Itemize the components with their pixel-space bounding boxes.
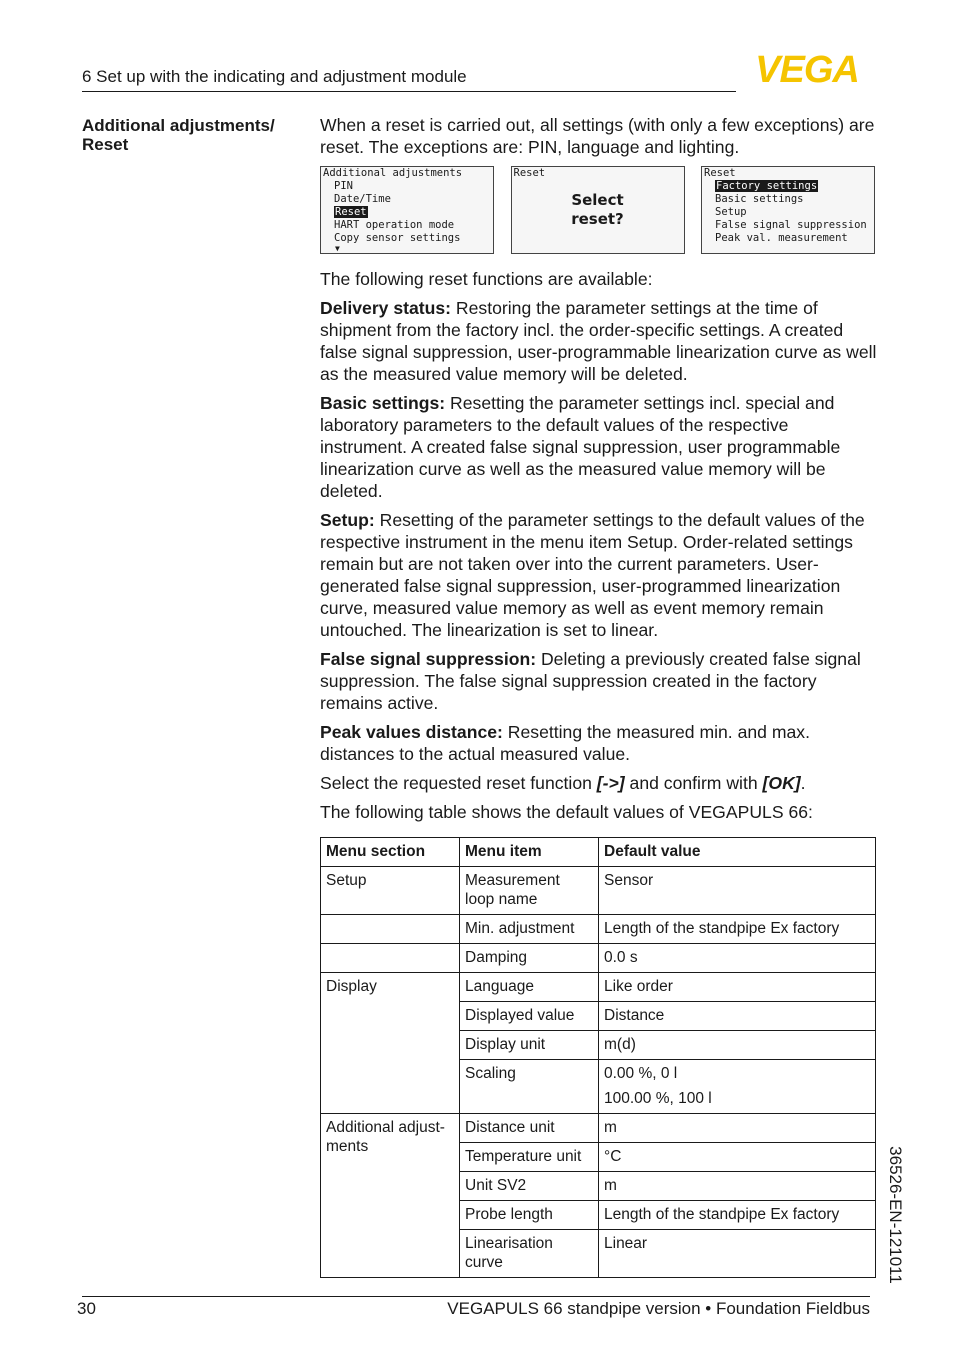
intro-paragraph: When a reset is carried out, all settings (with only a few exceptions) are reset. The exceptions are: PIN, language and lighting. (320, 115, 875, 157)
default-values-table (320, 837, 876, 1278)
menu-item-pin: PIN (334, 180, 353, 192)
table-row: Additional adjust-ments Distance unit m (321, 1114, 876, 1143)
footer-doc-title: VEGAPULS 66 standpipe version • Foundation Fieldbus (447, 1299, 870, 1318)
side-heading (82, 116, 302, 154)
table-row: Display unit m(d) (321, 1031, 876, 1060)
screen-title: Reset (704, 167, 736, 179)
screen-title: Additional adjustments (323, 167, 463, 179)
vega-logo (742, 52, 872, 84)
reset-option-basic: Basic settings (715, 193, 804, 205)
menu-item-reset-selected: Reset (335, 206, 367, 218)
table-row: Scaling 0.00 %, 0 l 100.00 %, 100 l (321, 1060, 876, 1114)
table-row: Unit SV2 m (321, 1172, 876, 1201)
function-false-signal: False signal suppression: Deleting a previously created false signal suppression. The false signal suppression created in the factory remains active. (320, 649, 861, 713)
table-row: Min. adjustment Length of the standpipe Ex factory (321, 915, 876, 944)
screen-title: Reset (513, 167, 546, 179)
menu-item-date-time: Date/Time (334, 193, 391, 205)
header-menu-item: Menu item (460, 838, 599, 867)
screen-reset-options (701, 166, 875, 254)
function-setup: Setup: Resetting of the parameter settings to the default values of the respective instrument in the menu item Setup. Order-related settings remain but are not taken over into the current parameters. User-generated false signal suppression, user-programmed linearization curve, measured value memory as well as event memory remain untouched. The linearization is set to linear. (320, 510, 865, 640)
document-code: 36526-EN-121011 (886, 1146, 905, 1284)
table-header-row (321, 838, 876, 867)
table-row: Damping 0.0 s (321, 944, 876, 973)
menu-item-hart: HART operation mode (334, 219, 455, 231)
table-row: Setup Measurement loop name Sensor (321, 867, 876, 915)
side-heading-line1: Additional adjustments/ (82, 116, 275, 135)
table-row: Probe length Length of the standpipe Ex factory (321, 1201, 876, 1230)
functions-intro: The following reset functions are available: (320, 269, 653, 289)
side-heading-line2: Reset (82, 135, 129, 154)
reset-option-factory-selected: Factory settings (716, 180, 818, 192)
header-divider (82, 91, 736, 92)
screen-select-reset (511, 166, 685, 254)
svg-text:VEGA: VEGA (755, 52, 859, 84)
menu-item-copy-sensor: Copy sensor settings (334, 232, 461, 244)
scroll-down-icon: ▼ (335, 244, 340, 253)
footer-divider (82, 1296, 870, 1297)
select-reset-prompt: Select reset? (571, 191, 624, 228)
header-default-value: Default value (599, 838, 876, 867)
function-peak-values: Peak values distance: Resetting the measured min. and max. distances to the actual measured value. (320, 722, 810, 764)
table-row: Temperature unit °C (321, 1143, 876, 1172)
table-intro: The following table shows the default values of VEGAPULS 66: (320, 802, 813, 822)
reset-option-peak: Peak val. measurement (715, 232, 848, 244)
function-delivery-status: Delivery status: Restoring the parameter settings at the time of shipment from the factory incl. the order-specific settings. A created false signal suppression, user-programmable linearization curve as well as the measured value memory will be deleted. (320, 298, 877, 384)
function-basic-settings: Basic settings: Resetting the parameter settings incl. special and laboratory parameters to the default values of the respective instrument. A created false signal suppression, user programmable linearization curve as well as the measured value memory will be deleted. (320, 393, 841, 501)
select-instruction: Select the requested reset function [->] and confirm with [OK]. (320, 773, 806, 793)
section-title: 6 Set up with the indicating and adjustment module (82, 67, 467, 86)
page-number: 30 (77, 1299, 96, 1318)
screen-additional-adjustments (320, 166, 494, 254)
header-menu-section: Menu section (321, 838, 460, 867)
main-content (320, 114, 880, 1278)
reset-option-false-signal: False signal suppression (715, 219, 867, 231)
table-row: Linearisation curve Linear (321, 1230, 876, 1278)
table-row: Display Language Like order (321, 973, 876, 1002)
reset-option-setup: Setup (715, 206, 747, 218)
table-row: Displayed value Distance (321, 1002, 876, 1031)
display-screens (320, 166, 875, 254)
